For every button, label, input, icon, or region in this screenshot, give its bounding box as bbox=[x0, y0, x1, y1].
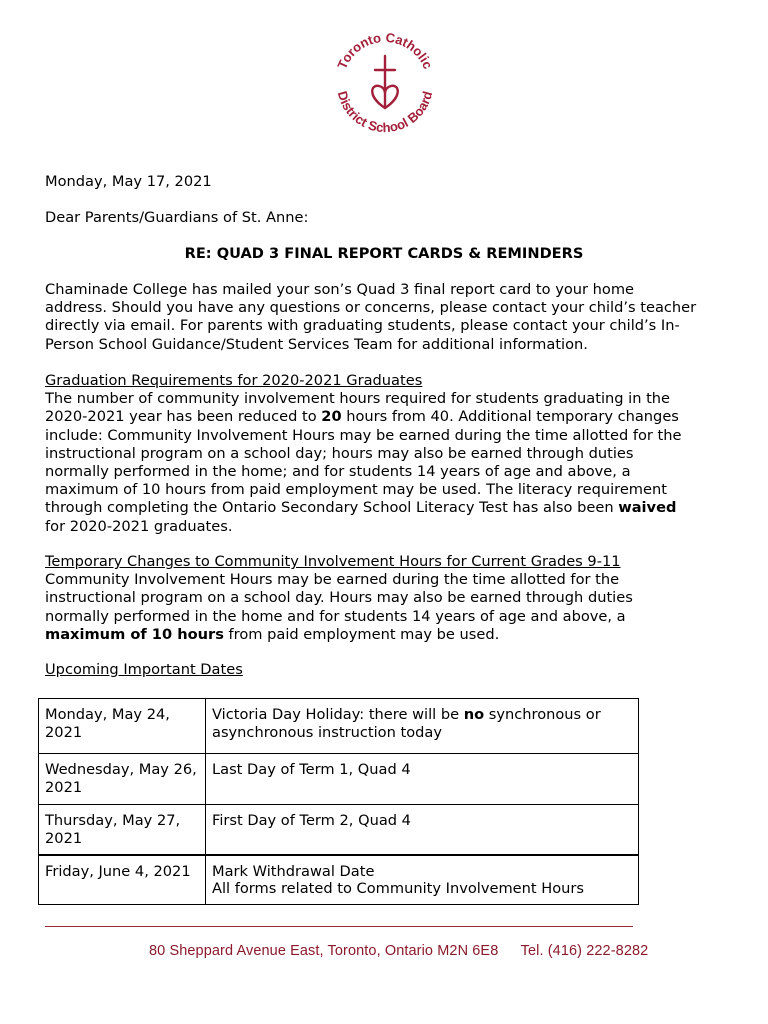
intro-line: address. Should you have any questions or concerns, please contact your child’s teacher bbox=[45, 299, 697, 317]
graduation-line: The number of community involvement hours required for students graduating in the bbox=[45, 390, 671, 408]
logo-top-text: Toronto Catholic bbox=[334, 29, 436, 72]
temporary-line: normally performed in the home and for students 14 years of age and above, a bbox=[45, 607, 626, 625]
date-cell: Wednesday, May 26, 2021 bbox=[39, 754, 206, 805]
graduation-line: through completing the Ontario Secondary School Literacy Test has also been waived bbox=[45, 499, 677, 517]
footer-phone: Tel. (416) 222-8282 bbox=[520, 943, 649, 959]
graduation-line: instructional program on a school day; hours may also be earned through duties bbox=[45, 444, 634, 462]
temporary-line: maximum of 10 hours from paid employment may be used. bbox=[45, 625, 500, 643]
event-cell: Mark Withdrawal Date All forms related to Community Involvement Hours bbox=[206, 855, 639, 905]
footer-divider bbox=[45, 926, 633, 927]
graduation-section bbox=[45, 372, 682, 536]
temporary-line: instructional program on a school day. Hours may also be earned through duties bbox=[45, 589, 633, 607]
logo-bottom-text: District School Board bbox=[334, 89, 436, 136]
table-row bbox=[39, 805, 639, 855]
cross-heart-icon bbox=[372, 56, 398, 108]
intro-line: directly via email. For parents with graduating students, please contact your child’s In- bbox=[45, 317, 680, 335]
tcdsb-logo bbox=[327, 26, 443, 142]
intro-line: Chaminade College has mailed your son’s Quad 3 final report card to your home bbox=[45, 281, 635, 298]
event-cell: Victoria Day Holiday: there will be no synchronous or asynchronous instruction today bbox=[206, 699, 639, 754]
graduation-line: normally performed in the home; and for students 14 years of age and above, a bbox=[45, 463, 631, 481]
date-cell: Monday, May 24, 2021 bbox=[39, 699, 206, 754]
salutation: Dear Parents/Guardians of St. Anne: bbox=[45, 209, 309, 226]
footer-address: 80 Sheppard Avenue East, Toronto, Ontario M2N 6E8 bbox=[149, 943, 499, 959]
footer-contact bbox=[149, 943, 648, 959]
graduation-heading: Graduation Requirements for 2020-2021 Graduates bbox=[45, 372, 423, 389]
temporary-line: Community Involvement Hours may be earned during the time allotted for the bbox=[45, 571, 620, 589]
date-cell: Thursday, May 27, 2021 bbox=[39, 805, 206, 855]
dates-table bbox=[38, 698, 639, 905]
dates-heading: Upcoming Important Dates bbox=[45, 661, 243, 678]
intro-paragraph bbox=[45, 281, 696, 354]
date-cell: Friday, June 4, 2021 bbox=[39, 855, 206, 905]
letter-date: Monday, May 17, 2021 bbox=[45, 173, 212, 190]
graduation-line: maximum of 10 hours from paid employment may be used. The literacy requirement bbox=[45, 481, 667, 499]
subject-heading: RE: QUAD 3 FINAL REPORT CARDS & REMINDERS bbox=[184, 245, 584, 262]
graduation-line: 2020-2021 year has been reduced to 20 hours from 40. Additional temporary changes bbox=[45, 408, 679, 426]
event-cell: Last Day of Term 1, Quad 4 bbox=[206, 754, 639, 805]
table-row bbox=[39, 855, 639, 905]
table-row bbox=[39, 754, 639, 805]
graduation-line: include: Community Involvement Hours may be earned during the time allotted for the bbox=[45, 426, 682, 444]
intro-line: Person School Guidance/Student Services Team for additional information. bbox=[45, 335, 588, 353]
table-row bbox=[39, 699, 639, 754]
temporary-changes-heading: Temporary Changes to Community Involvement Hours for Current Grades 9-11 bbox=[45, 553, 621, 570]
graduation-line: for 2020-2021 graduates. bbox=[45, 517, 233, 535]
temporary-changes-section bbox=[45, 553, 633, 644]
event-cell: First Day of Term 2, Quad 4 bbox=[206, 805, 639, 855]
